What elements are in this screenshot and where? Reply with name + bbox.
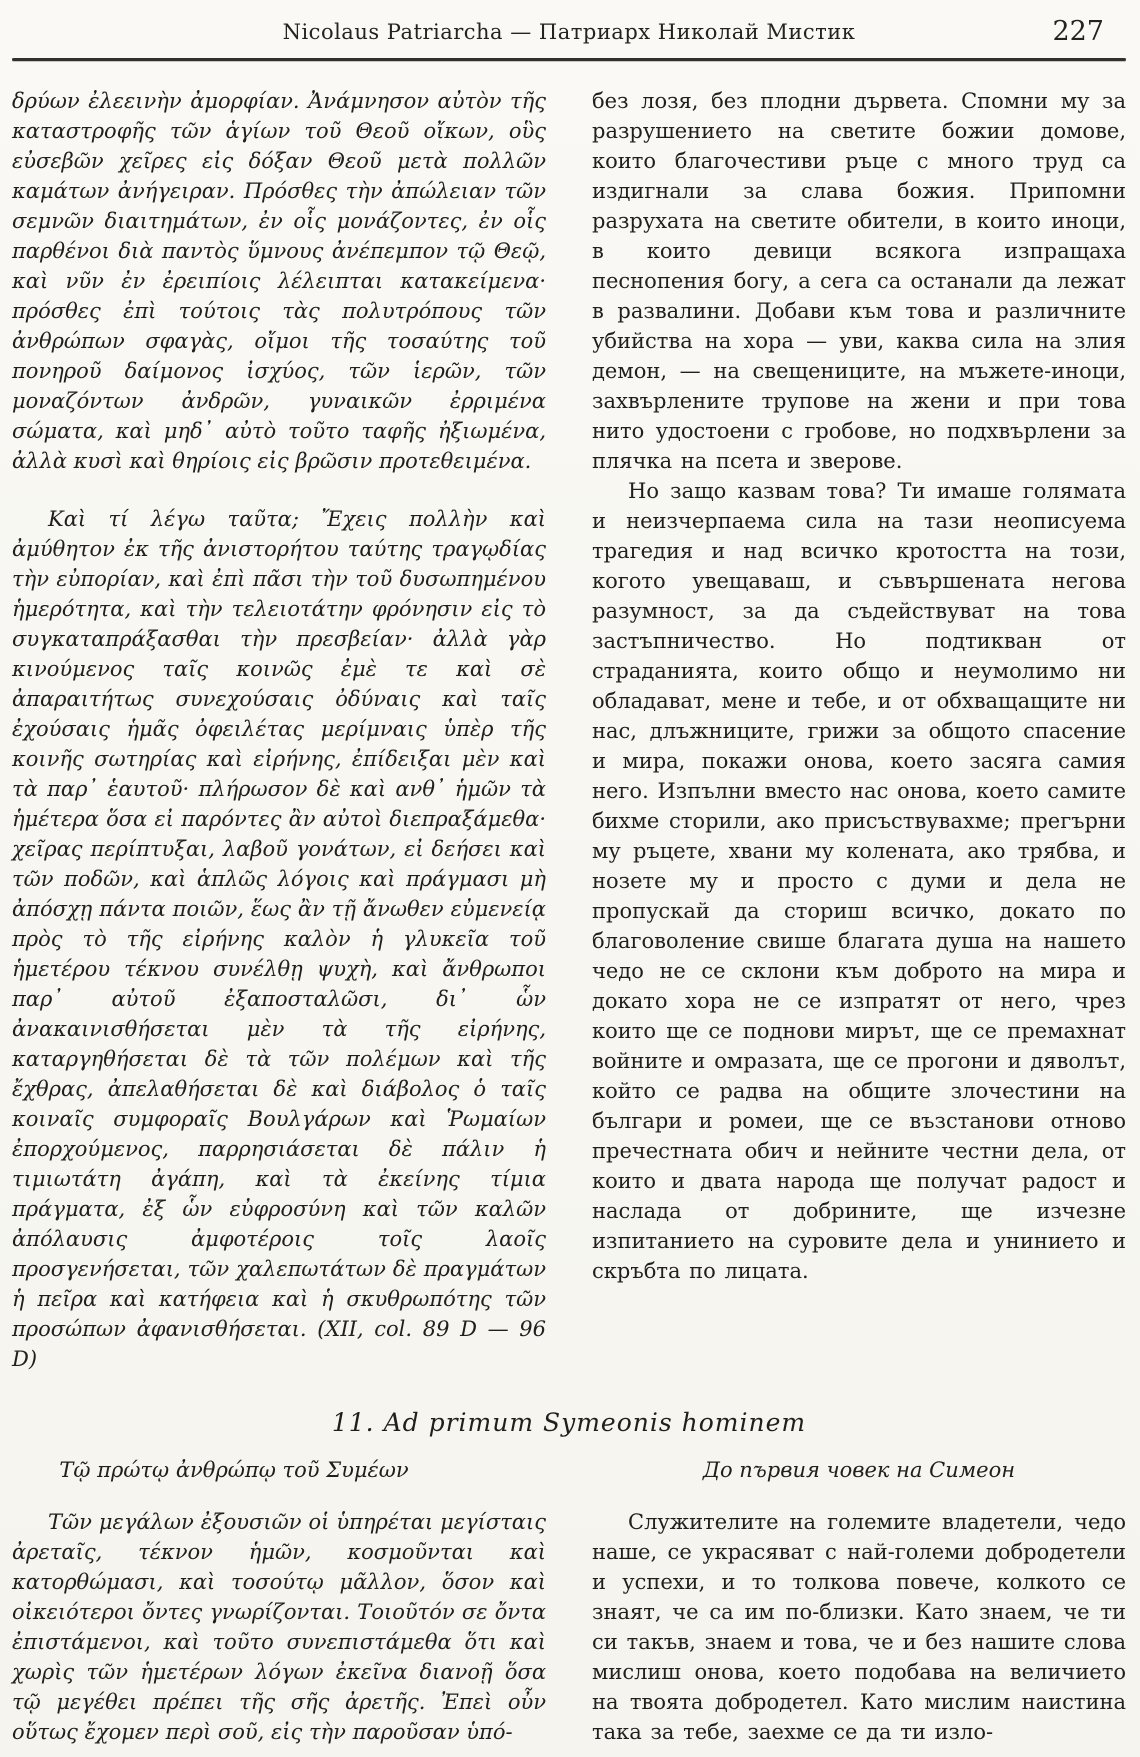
section-11-columns: [12, 1455, 1126, 1747]
greek-paragraph: Τῶν μεγάλων ἐξουσιῶν οἱ ὑπηρέται μεγίσταις ἀρεταῖς, τέκνον ἡμῶν, κοσμοῦνται καὶ κατορθώμασι, καὶ τοσούτῳ μᾶλλον, ὅσον καὶ οἰκειότεροι ὄντες γνωρίζονται. Τοιοῦτόν σε ὄντα ἐπιστάμενοι, καὶ τοῦτο συνεπιστάμεθα ὅτι καὶ χωρὶς τῶν ἡμετέρων λόγων ἐκεῖνα διανοῇ ὅσα τῷ μεγέθει πρέπει τῆς σῆς ἀρετῆς. Ἐπεὶ οὖν οὕτως ἔχομεν περὶ σοῦ, εἰς τὴν παροῦσαν ὑπό-: [12, 1510, 546, 1744]
bulgarian-paragraph-continuation: без лозя, без плодни дървета. Спомни му за разрушението на светите божии домове, които благочестиви ръце с много труд са издигнали за слава божия. Припомни разрухата на светите обители, в които иноци, в които девици всякога изпращаха песнопения богу, а сега са останали да лежат в развалини. Добави към това и различните убийства на хора — уви, каква сила на злия демон, — на свещениците, на мъжете-иноци, захвърлените трупове на жени и при това нито удостоени с гробове, но подхвърлени за плячка на псета и зверове.: [592, 89, 1126, 473]
page-number: 227: [1052, 16, 1104, 47]
header-rule: [12, 58, 1126, 61]
greek-column: [12, 86, 546, 1374]
running-title: Nicolaus Patriarcha — Патриарх Николай Мистик: [282, 20, 856, 44]
bulgarian-column-section-11: [592, 1455, 1126, 1747]
greek-column-section-11: [12, 1455, 546, 1747]
bulgarian-paragraph: Служителите на големите владетели, чедо наше, се украсяват с най-големи добродетели и успехи, и то толкова повече, колкото се знаят, че са им по-близки. Като знаем, че ти си такъв, знаем и това, че и без нашите слова мислиш онова, което подобава на величието на твоята добродетел. Като мислим наистина така за тебе, заехме се да ти изло-: [592, 1510, 1126, 1744]
bulgarian-paragraph: Но защо казвам това? Ти имаше голямата и неизчерпаема сила на тази неописуема трагедия и над всичко кротостта на този, когото увещаваш, и съвършената негова разумност, за да съдействуват на това застъпничество. Но подтикван от страданията, които общо и неумолимо ни обладават, мене и тебе, и от обхващащите ни нас, длъжниците, грижи за общото спасение и мира, покажи онова, което засяга самия него. Изпълни вместо нас онова, което самите бихме сторили, ако присъствувахме; прегърни му ръцете, хвани му колената, ако трябва, и нозете му и просто с думи и дела не пропускай да сториш всичко, докато по благоволение свише благата душа на нашето чедо не се склони към доброто на мира и докато хора не се изпратят от него, чрез които ще се поднови мирът, ще се премахнат войните и омразата, ще се прогони и дяволът, който се радва на общите злочестини на българи и ромеи, ще се възстанови отново пречестната обич и нейните честни дела, от които и двата народа ще получат радост и наслада от добрините, ще изчезне изпитанието на суровите дела и унинието и скръбта по лицата.: [592, 479, 1126, 1283]
greek-paragraph-continuation: δρύων ἐλεεινὴν ἀμορφίαν. Ἀνάμνησον αὐτὸν τῆς καταστροφῆς τῶν ἁγίων τοῦ Θεοῦ οἴκων, οὓς εὐσεβῶν χεῖρες εἰς δόξαν Θεοῦ μετὰ πολλῶν καμάτων ἀνήγειραν. Πρόσθες τὴν ἀπώλειαν τῶν σεμνῶν διαιτημάτων, ἐν οἷς μονάζοντες, ἐν οἷς παρθένοι διὰ παντὸς ὕμνους ἀνέπεμπον τῷ Θεῷ, καὶ νῦν ἐν ἐρειπίοις λέλειπται κατακείμενα· πρόσθες ἐπὶ τούτοις τὰς πολυτρόπους τῶν ἀνθρώπων σφαγὰς, οἴμοι τῆς τοσαύτης τοῦ πονηροῦ δαίμονος ἰσχύος, τῶν ἱερῶν, τῶν μοναζόντων ἀνδρῶν, γυναικῶν ἐρριμένα σώματα, καὶ μηδ᾽ αὐτὸ τοῦτο ταφῆς ἠξιωμένα, ἀλλὰ κυσὶ καὶ θηρίοις εἰς βρῶσιν προτεθειμένα.: [12, 89, 546, 473]
running-head: [12, 14, 1126, 50]
bulgarian-column: [592, 86, 1126, 1374]
bilingual-text-columns: [12, 86, 1126, 1374]
section-heading: 11. Ad primum Symeonis hominem: [331, 1408, 807, 1437]
greek-paragraph: Καὶ τί λέγω ταῦτα; Ἔχεις πολλὴν καὶ ἀμύθητον ἐκ τῆς ἀνιστορήτου ταύτης τραγῳδίας τὴν εὐπορίαν, καὶ ἐπὶ πᾶσι τὴν τοῦ δυσωπημένου ἡμερότητα, καὶ τὴν τελειοτάτην φρόνησιν εἰς τὸ συγκαταπράξασθαι τὴν πρεσβείαν· ἀλλὰ γὰρ κινούμενος ταῖς κοινῶς ἐμὲ τε καὶ σὲ ἀπαραιτήτως συνεχούσαις ὀδύναις καὶ ταῖς ἐχούσαις ἡμᾶς ὀφειλέτας μερίμναις ὑπὲρ τῆς κοινῆς σωτηρίας καὶ εἰρήνης, ἐπίδειξαι μὲν καὶ τὰ παρ᾽ ἑαυτοῦ· πλήρωσον δὲ καὶ ανθ᾽ ἡμῶν τὰ ἡμέτερα ὅσα εἰ παρόντες ἂν αὐτοὶ διεπραξάμεθα· χεῖρας περίπτυξαι, λαβοῦ γονάτων, εἰ δεήσει καὶ τῶν ποδῶν, καὶ ἁπλῶς λόγοις καὶ πράγμασι μὴ ἀπόσχῃ πάντα ποιῶν, ἕως ἂν τῇ ἄνωθεν εὐμενείᾳ πρὸς τὸ τῆς εἰρήνης καλὸν ἡ γλυκεῖα τοῦ ἡμετέρου τέκνου συνέλθῃ ψυχὴ, καὶ ἄνθρωποι παρ᾽ αὐτοῦ ἐξαποσταλῶσι, δι᾽ ὧν ἀνακαινισθήσεται μὲν τὰ τῆς εἰρήνης, καταργηθήσεται δὲ τὰ τῶν πολέμων καὶ τῆς ἔχθρας, ἀπελαθήσεται δὲ καὶ διάβολος ὁ ταῖς κοιναῖς συμφοραῖς Βουλγάρων καὶ Ῥωμαίων ἐπορχούμενος, παρρησιάσεται δὲ πάλιν ἡ τιμιωτάτη ἀγάπη, καὶ τὰ ἐκείνης τίμια πράγματα, ἐξ ὧν εὐφροσύνη καὶ τῶν καλῶν ἀπόλαυσις ἀμφοτέροις τοῖς λαοῖς προσγενήσεται, τῶν χαλεπωτάτων δὲ πραγμάτων ἡ πεῖρα καὶ κατήφεια καὶ ἡ σκυθρωπότης τῶν προσώπων ἀφανισθήσεται. (XII, col. 89 D — 96 D): [12, 507, 546, 1371]
greek-subheading: Τῷ πρώτῳ ἀνθρώπῳ τοῦ Συμέων: [59, 1458, 409, 1482]
bulgarian-subheading: До първия човек на Симеон: [702, 1458, 1016, 1482]
